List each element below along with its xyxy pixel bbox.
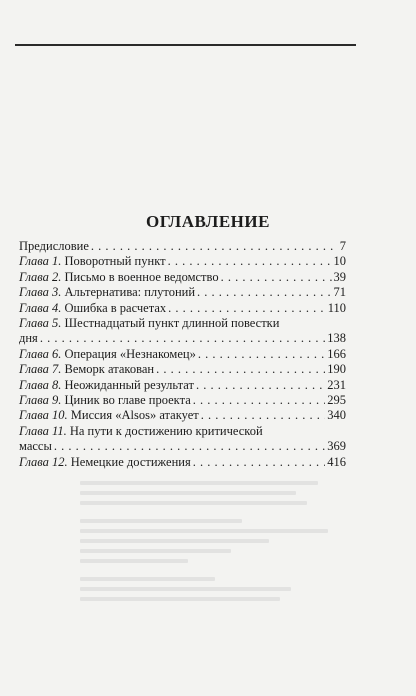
toc-entry-chapter-2 <box>19 270 346 285</box>
dot-leader <box>54 439 325 454</box>
toc-entry-chapter-12 <box>19 455 346 470</box>
entry-title: Циник во главе проекта <box>64 393 191 408</box>
entry-title: Предисловие <box>19 239 89 253</box>
toc-entry-chapter-3 <box>19 285 346 300</box>
entry-title: Немецкие достижения <box>70 454 191 469</box>
chapter-label: Глава 8. <box>19 377 62 392</box>
entry-title: Миссия «Alsos» атакует <box>70 408 199 423</box>
entry-page: 369 <box>327 439 346 454</box>
dot-leader <box>193 455 326 470</box>
chapter-label: Глава 7. <box>19 362 62 377</box>
entry-page: 71 <box>333 285 346 300</box>
dot-leader <box>91 239 338 254</box>
top-rule <box>15 44 356 46</box>
table-of-contents <box>19 239 346 470</box>
entry-title: Операция «Незнакомец» <box>64 346 196 361</box>
toc-heading: ОГЛАВЛЕНИЕ <box>146 212 270 231</box>
entry-title: Неожиданный результат <box>64 377 194 392</box>
dot-leader <box>198 347 325 362</box>
dot-leader <box>168 301 326 316</box>
dot-leader <box>40 331 325 346</box>
chapter-label: Глава 10. <box>19 408 68 423</box>
dot-leader <box>156 362 325 377</box>
entry-title-continuation: массы <box>19 439 52 454</box>
toc-entry-chapter-5 <box>19 316 346 347</box>
chapter-label: Глава 12. <box>19 454 68 469</box>
bleed-through-text <box>80 475 350 645</box>
toc-entry-chapter-6 <box>19 347 346 362</box>
dot-leader <box>201 408 326 423</box>
toc-entry-chapter-4 <box>19 301 346 316</box>
dot-leader <box>168 254 332 269</box>
entry-page: 340 <box>327 408 346 423</box>
chapter-label: Глава 9. <box>19 393 62 408</box>
entry-page: 231 <box>327 377 346 392</box>
chapter-label: Глава 11. <box>19 423 67 438</box>
entry-title: Ошибка в расчетах <box>64 300 167 315</box>
entry-page: 39 <box>333 269 346 284</box>
toc-entry-chapter-11 <box>19 424 346 455</box>
toc-entry-preface <box>19 239 346 254</box>
entry-title: Шестнадцатый пункт длинной повестки <box>64 316 280 331</box>
chapter-label: Глава 4. <box>19 300 62 315</box>
entry-page: 138 <box>327 331 346 346</box>
toc-entry-chapter-9 <box>19 393 346 408</box>
entry-page: 166 <box>327 346 346 361</box>
entry-title: Поворотный пункт <box>64 254 166 269</box>
entry-title: Альтернатива: плутоний <box>64 285 196 300</box>
chapter-label: Глава 3. <box>19 285 62 300</box>
entry-title-continuation: дня <box>19 331 38 346</box>
toc-entry-chapter-7 <box>19 362 346 377</box>
entry-title: Веморк атакован <box>64 362 155 377</box>
chapter-label: Глава 1. <box>19 254 62 269</box>
entry-page: 295 <box>327 393 346 408</box>
toc-entry-chapter-10 <box>19 408 346 423</box>
dot-leader <box>197 285 331 300</box>
toc-entry-chapter-8 <box>19 378 346 393</box>
entry-page: 110 <box>327 300 346 315</box>
dot-leader <box>221 270 332 285</box>
entry-page: 190 <box>327 362 346 377</box>
chapter-label: Глава 5. <box>19 316 62 331</box>
chapter-label: Глава 6. <box>19 346 62 361</box>
toc-entry-chapter-1 <box>19 254 346 269</box>
dot-leader <box>193 393 326 408</box>
chapter-label: Глава 2. <box>19 269 62 284</box>
dot-leader <box>196 378 325 393</box>
entry-title: Письмо в военное ведомство <box>64 269 219 284</box>
entry-page: 416 <box>327 454 346 469</box>
entry-page: 10 <box>333 254 346 269</box>
entry-title: На пути к достижению критической <box>69 423 263 438</box>
entry-page: 7 <box>339 239 346 253</box>
